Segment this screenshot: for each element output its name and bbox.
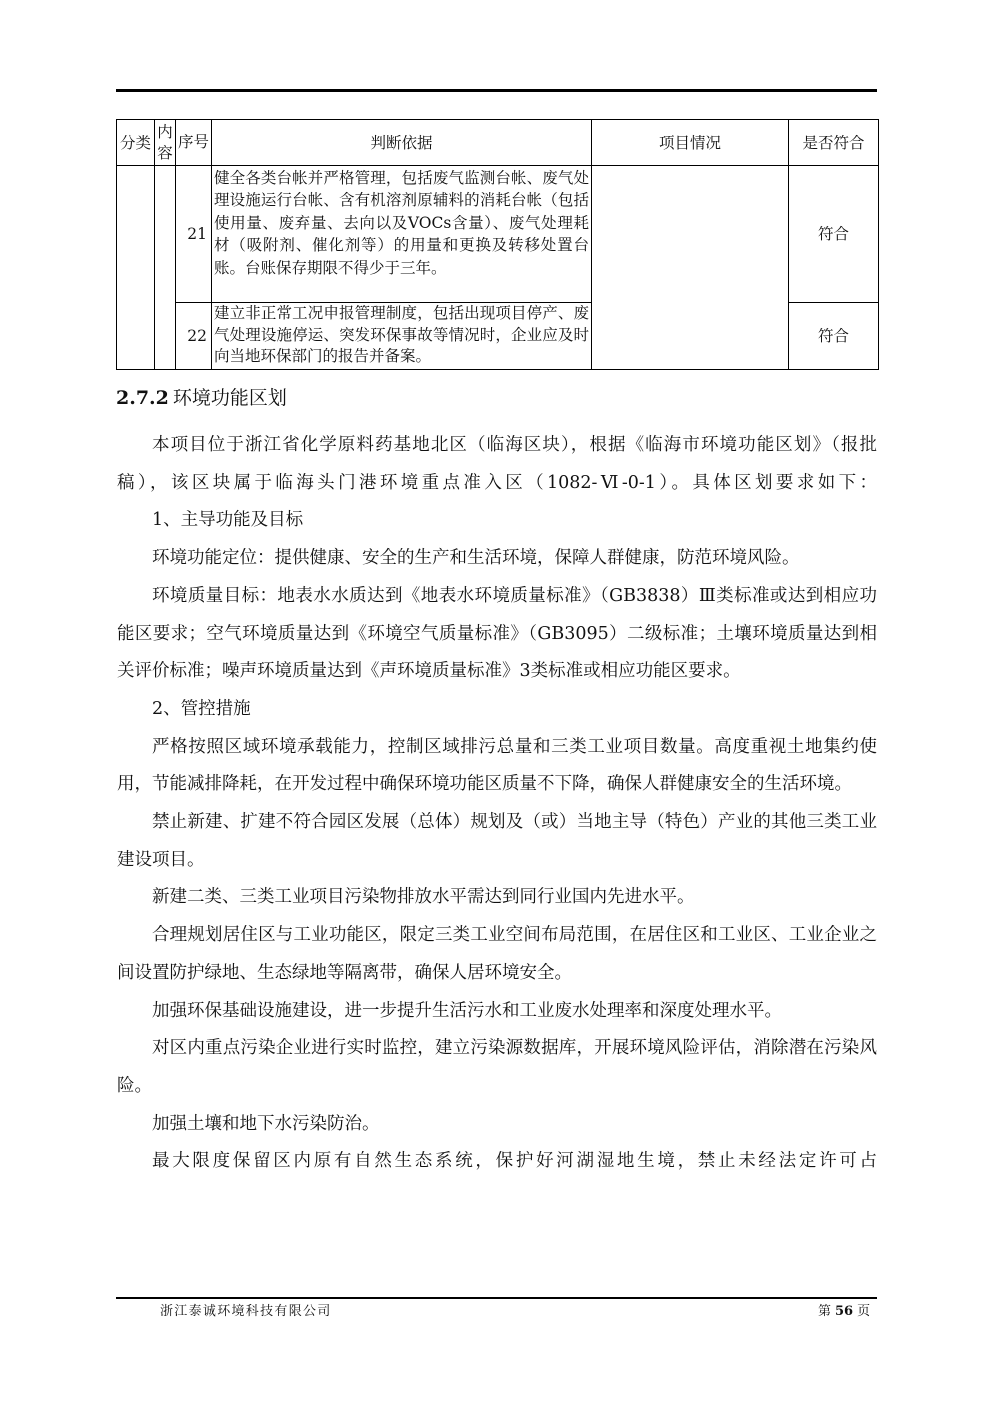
- page-prefix: 第: [818, 1304, 832, 1319]
- page-suffix: 页: [857, 1304, 871, 1319]
- col-header-basis: 判断依据: [212, 120, 592, 166]
- col-header-content: 内容: [155, 120, 176, 166]
- row-compliant: 符合: [789, 166, 879, 303]
- table-row: [117, 166, 879, 303]
- section-title: 环境功能区划: [172, 387, 287, 409]
- section-heading: [116, 384, 287, 412]
- paragraph: 最大限度保留区内原有自然生态系统，保护好河湖湿地生境，禁止未经法定许可占: [152, 1151, 877, 1172]
- row-compliant: 符合: [789, 303, 879, 370]
- paragraph: 加强土壤和地下水污染防治。: [152, 1113, 380, 1134]
- paragraph: 本项目位于浙江省化学原料药基地北区（临海区块），根据《临海市环境功能区划》（报批稿），该区块属于临海头门港环境重点准入区（1082-Ⅵ-0-1）。具体区划要求如下：: [117, 435, 877, 493]
- row-basis: 健全各类台帐并严格管理，包括废气监测台帐、废气处理设施运行台帐、含有机溶剂原辅料的消耗台帐（包括使用量、废弃量、去向以及VOCs含量）、废气处理耗材（吸附剂、催化剂等）的用量和更换及转移处置台账。台账保存期限不得少于三年。: [212, 166, 592, 303]
- col-header-seq: 序号: [176, 120, 212, 166]
- paragraph: 加强环保基础设施建设，进一步提升生活污水和工业废水处理率和深度处理水平。: [152, 1000, 782, 1021]
- footer-page-number: [818, 1302, 870, 1322]
- page-number: 56: [835, 1304, 854, 1319]
- paragraph: 环境功能定位：提供健康、安全的生产和生活环境，保障人群健康，防范环境风险。: [152, 548, 800, 569]
- header-rule: [116, 89, 877, 92]
- paragraph: 合理规划居住区与工业功能区，限定三类工业空间布局范围，在居住区和工业区、工业企业之间设置防护绿地、生态绿地等隔离带，确保人居环境安全。: [117, 925, 877, 983]
- col-header-compliant: 是否符合: [789, 120, 879, 166]
- row-basis: 建立非正常工况申报管理制度，包括出现项目停产、废气处理设施停运、突发环保事故等情况时，企业应及时向当地环保部门的报告并备案。: [212, 303, 592, 370]
- row-status: [592, 166, 789, 370]
- row-seq: 22: [176, 303, 212, 370]
- category-cell: [117, 166, 155, 370]
- subheading: 1、主导功能及目标: [152, 510, 304, 531]
- criteria-table: [116, 119, 879, 370]
- col-header-status: 项目情况: [592, 120, 789, 166]
- col-header-category: 分类: [117, 120, 155, 166]
- table-header-row: [117, 120, 879, 166]
- section-number: 2.7.2: [116, 387, 169, 409]
- footer-rule: [116, 1297, 877, 1299]
- paragraph: 严格按照区域环境承载能力，控制区域排污总量和三类工业项目数量。高度重视土地集约使用，节能减排降耗，在开发过程中确保环境功能区质量不下降，确保人群健康安全的生活环境。: [117, 736, 877, 795]
- footer-company: 浙江泰诚环境科技有限公司: [160, 1304, 332, 1319]
- subheading: 2、管控措施: [152, 698, 251, 719]
- content-cell: [155, 166, 176, 370]
- paragraph: 环境质量目标：地表水水质达到《地表水环境质量标准》（GB3838）Ⅲ类标准或达到相应功能区要求；空气环境质量达到《环境空气质量标准》（GB3095）二级标准；土壤环境质量达到相关评价标准；噪声环境质量达到《声环境质量标准》3类标准或相应功能区要求。: [117, 585, 877, 682]
- paragraph: 新建二类、三类工业项目污染物排放水平需达到同行业国内先进水平。: [152, 887, 695, 908]
- row-seq: 21: [176, 166, 212, 303]
- body-text: [117, 427, 877, 1181]
- paragraph: 对区内重点污染企业进行实时监控，建立污染源数据库，开展环境风险评估，消除潜在污染风险。: [117, 1038, 877, 1096]
- paragraph: 禁止新建、扩建不符合园区发展（总体）规划及（或）当地主导（特色）产业的其他三类工业建设项目。: [117, 812, 877, 870]
